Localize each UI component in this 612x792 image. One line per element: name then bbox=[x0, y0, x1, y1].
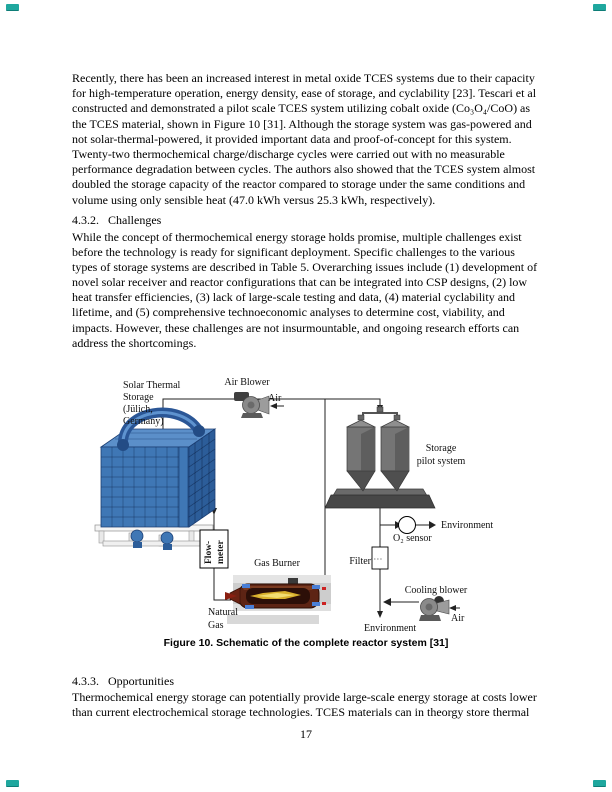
text-line: not solar-thermal-powered, it provided important data and proof-of-concept for this system. bbox=[72, 131, 512, 146]
text-line: volume using only sensible heat (47.0 kWh versus 25.3 kWh, respectively). bbox=[72, 192, 436, 207]
text-line: While the concept of thermochemical energy storage holds promise, multiple challenges exist bbox=[72, 229, 522, 244]
o2-sensor-label: O₂ sensor bbox=[393, 533, 432, 544]
text-line: before the technology is ready for significant deployment. Specific challenges to the various bbox=[72, 244, 515, 259]
intro-paragraph bbox=[72, 71, 544, 208]
flow-meter-label-line2: meter bbox=[216, 540, 226, 564]
text-line: Recently, there has been an increased interest in metal oxide TCES systems due to their capacity bbox=[72, 71, 535, 85]
natural-gas-label: Natural bbox=[208, 607, 238, 618]
section-title: Opportunities bbox=[108, 674, 174, 688]
svg-text:Germany): Germany) bbox=[123, 416, 164, 427]
gas-burner-illustration bbox=[225, 575, 331, 624]
text-line: lifetime, and (5) comprehensive technoeconomic analyses to determine cost, viability, and bbox=[72, 305, 505, 320]
svg-text:Gas: Gas bbox=[208, 620, 224, 631]
text-line: novel solar receiver and reactor configurations that can be integrated into CSP designs, (2) low bbox=[72, 275, 528, 290]
text-line: doubled the storage capacity of the reactor compared to storage under the same conditions and bbox=[72, 177, 526, 192]
filter-label: Filter bbox=[349, 556, 371, 567]
air-bottom-label: Air bbox=[451, 613, 465, 624]
air-top-label: Air bbox=[268, 393, 282, 404]
section-title: Challenges bbox=[108, 213, 162, 227]
text-line: Thermochemical energy storage can potentially provide large-scale energy storage at costs lower bbox=[72, 690, 537, 704]
text-line: address the shortcomings. bbox=[72, 335, 197, 350]
section-number: 4.3.3. bbox=[72, 674, 99, 688]
text-line: for high-temperature operation, energy density, ease of storage, and cyclability [23]. Tescari et al bbox=[72, 86, 537, 101]
svg-text:(Jülich,: (Jülich, bbox=[123, 404, 153, 415]
flow-meter-box bbox=[200, 530, 228, 568]
cooling-blower-label: Cooling blower bbox=[404, 585, 468, 596]
section-heading-opportunities bbox=[72, 674, 174, 689]
corner-marker-bottom-right bbox=[593, 780, 606, 787]
section-number: 4.3.2. bbox=[72, 213, 99, 227]
cooling-blower-icon bbox=[419, 596, 449, 621]
solar-storage-illustration bbox=[95, 413, 215, 550]
corner-marker-bottom-left bbox=[6, 780, 19, 787]
challenges-paragraph bbox=[72, 230, 544, 352]
text-line: than current electrochemical storage technologies. TCES materials can in theorgy store thermal bbox=[72, 705, 530, 720]
storage-pilot-label: Storage bbox=[425, 443, 457, 454]
text-line: performance degradation between cycles. The authors also showed that the TCES system almost bbox=[72, 162, 536, 177]
hopper-left bbox=[347, 420, 375, 491]
air-blower-label: Air Blower bbox=[224, 377, 270, 388]
text-line: constructed and demonstrated a pilot scale TCES system utilizing cobalt oxide (Co₃O₄/CoO) as bbox=[72, 101, 531, 116]
text-line: heat transfer efficiencies, (3) lack of large-scale testing and data, (4) material cyclability and bbox=[72, 290, 516, 305]
corner-marker-top-left bbox=[6, 4, 19, 11]
page-number: 17 bbox=[300, 727, 312, 741]
o2-sensor-circle bbox=[399, 517, 416, 534]
gas-burner-label: Gas Burner bbox=[254, 558, 300, 569]
air-blower-icon bbox=[234, 392, 269, 418]
hopper-right bbox=[381, 420, 409, 491]
figure-10-schematic bbox=[85, 375, 545, 637]
section-heading-challenges bbox=[72, 213, 161, 228]
figure-caption: Figure 10. Schematic of the complete reactor system [31] bbox=[163, 637, 449, 649]
opportunities-paragraph bbox=[72, 690, 544, 720]
environment-bottom-label: Environment bbox=[364, 623, 417, 634]
corner-marker-top-right bbox=[593, 4, 606, 11]
text-line: types of storage systems are described in Table 5. Overarching issues include (1) development of bbox=[72, 259, 538, 274]
svg-text:pilot system: pilot system bbox=[416, 456, 466, 467]
solar-storage-label: Solar Thermal bbox=[123, 380, 181, 391]
environment-right-label: Environment bbox=[441, 520, 494, 531]
svg-text:Storage: Storage bbox=[123, 392, 154, 403]
text-line: impacts. However, these challenges are not insurmountable, and ongoing research efforts can bbox=[72, 320, 520, 335]
filter-box bbox=[371, 547, 388, 569]
flow-meter-label-line1: Flow- bbox=[204, 540, 214, 564]
text-line: the TCES material, shown in Figure 10 [31]. Although the storage system was gas-powered and bbox=[72, 116, 532, 131]
text-line: Twenty-two thermochemical charge/discharge cycles were carried out with no measurable bbox=[72, 146, 505, 161]
